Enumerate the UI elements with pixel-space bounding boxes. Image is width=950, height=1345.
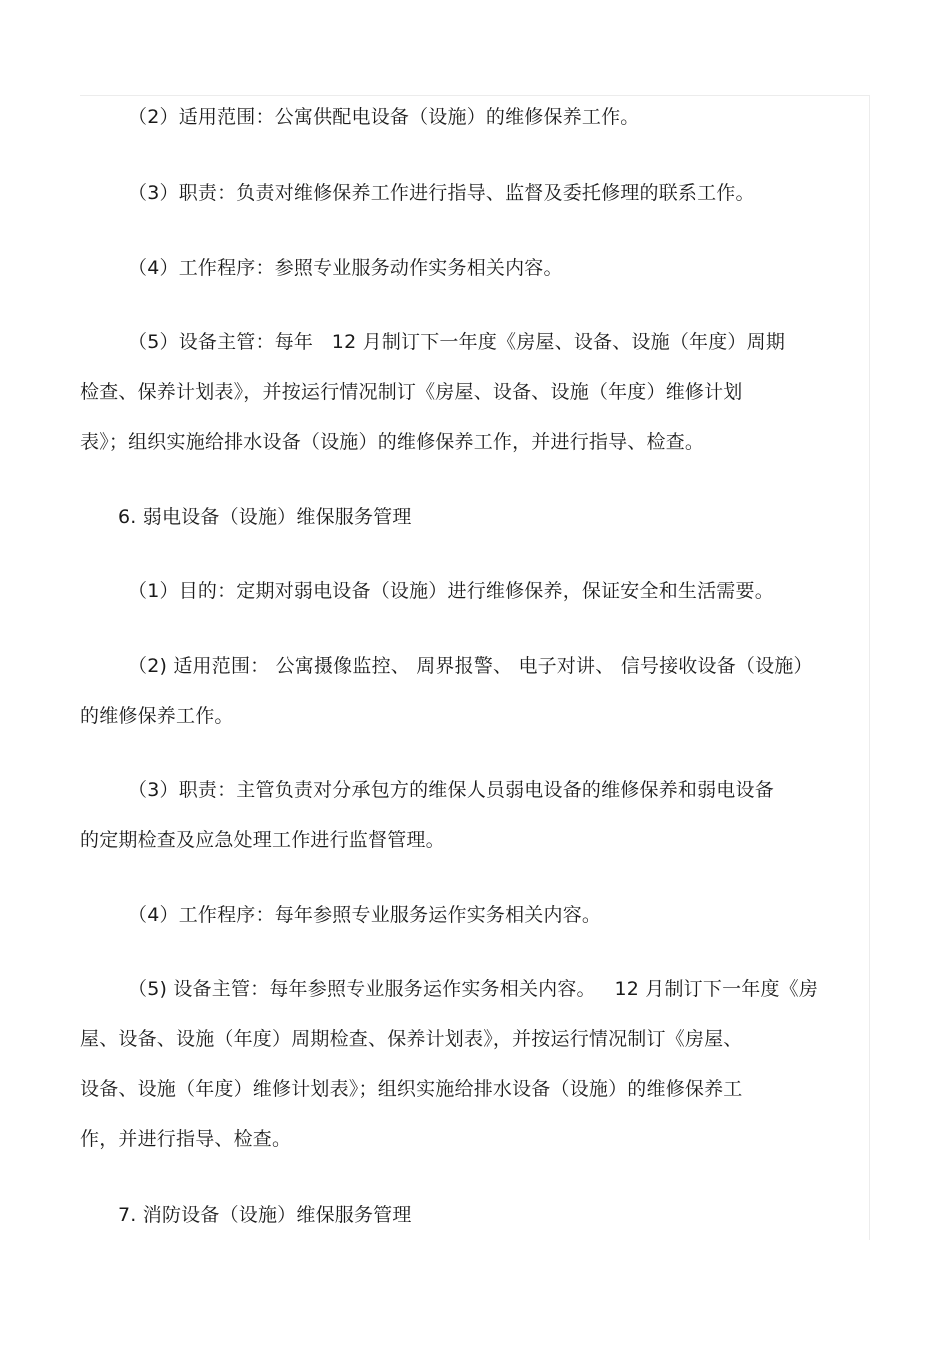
paragraph-line: （1）目的：定期对弱电设备（设施）进行维修保养，保证安全和生活需要。 xyxy=(128,580,774,602)
paragraph-line: （5）设备主管：每年 12 月制订下一年度《房屋、设备、设施（年度）周期 xyxy=(128,331,786,353)
paragraph-line: （2) 适用范围： 公寓摄像监控、 周界报警、 电子对讲、 信号接收设备（设施） xyxy=(128,655,813,677)
paragraph-line: （4）工作程序：每年参照专业服务运作实务相关内容。 xyxy=(128,904,602,926)
page-frame-right-border xyxy=(869,95,870,1240)
paragraph-line: 检查、保养计划表》，并按运行情况制订《房屋、设备、设施（年度）维修计划 xyxy=(80,381,743,403)
section-heading: 6. 弱电设备（设施）维保服务管理 xyxy=(118,506,412,528)
paragraph-line: （3）职责：负责对维修保养工作进行指导、监督及委托修理的联系工作。 xyxy=(128,182,755,204)
paragraph-line: 作，并进行指导、检查。 xyxy=(80,1128,292,1150)
section-heading: 7. 消防设备（设施）维保服务管理 xyxy=(118,1204,412,1226)
paragraph-line: （4）工作程序：参照专业服务动作实务相关内容。 xyxy=(128,257,563,279)
page-frame-top-border xyxy=(80,95,870,96)
paragraph-line: 设备、设施（年度）维修计划表》；组织实施给排水设备（设施）的维修保养工 xyxy=(80,1078,743,1100)
paragraph-line: 的定期检查及应急处理工作进行监督管理。 xyxy=(80,829,445,851)
paragraph-line: 的维修保养工作。 xyxy=(80,705,234,727)
paragraph-line: （5) 设备主管：每年参照专业服务运作实务相关内容。 12 月制订下一年度《房 xyxy=(128,978,819,1000)
paragraph-line: （2）适用范围：公寓供配电设备（设施）的维修保养工作。 xyxy=(128,106,640,128)
paragraph-line: 表》；组织实施给排水设备（设施）的维修保养工作，并进行指导、检查。 xyxy=(80,431,705,453)
paragraph-line: 屋、设备、设施（年度）周期检查、保养计划表》，并按运行情况制订《房屋、 xyxy=(80,1028,743,1050)
paragraph-line: （3）职责：主管负责对分承包方的维保人员弱电设备的维修保养和弱电设备 xyxy=(128,779,774,801)
